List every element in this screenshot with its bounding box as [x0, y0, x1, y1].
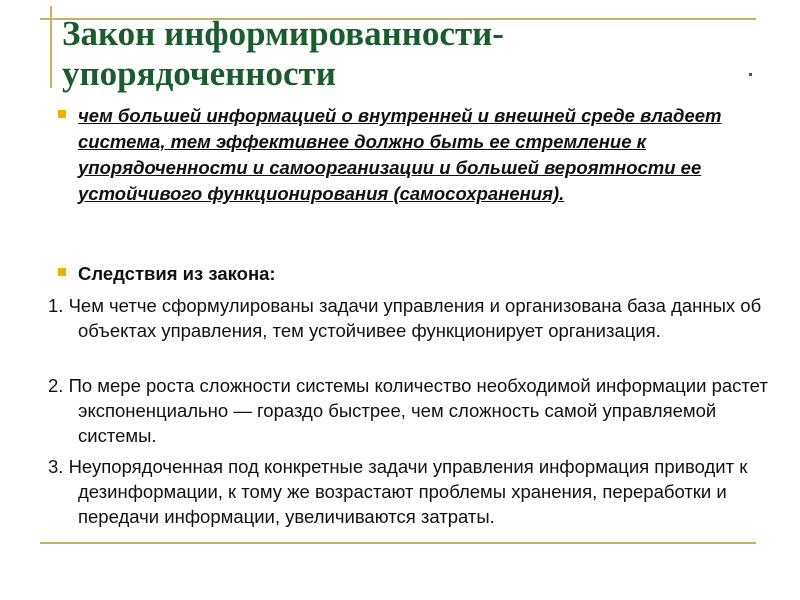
bottom-horizontal-rule — [40, 542, 756, 544]
law-statement: чем большей информацией о внутренней и внешней среде владеет система, тем эффективнее должно быть ее стремление к упорядоченности и самоорганизации и большей вероятности ее устойчивого функционирования (самосохранения). — [78, 105, 722, 204]
bullet-square-icon — [58, 110, 66, 118]
bullet-square-icon — [58, 268, 66, 276]
slide-title: Закон информированности-упорядоченности — [62, 14, 504, 93]
consequence-item-3: 3. Неупорядоченная под конкретные задачи управления информация приводит к дезинформации, к тому же возрастают проблемы хранения, переработки и передачи информации, увеличиваются затраты. — [48, 456, 748, 527]
consequence-item-1: 1. Чем четче сформулированы задачи управления и организована база данных об объектах управления, тем устойчивее функционирует организация. — [48, 295, 762, 341]
left-vertical-rule — [50, 6, 52, 88]
consequence-item-2: 2. По мере роста сложности системы количество необходимой информации растет экспоненциально — гораздо быстрее, чем сложность самой управляемой системы. — [48, 375, 768, 446]
consequences-heading: Следствия из закона: — [78, 263, 276, 284]
